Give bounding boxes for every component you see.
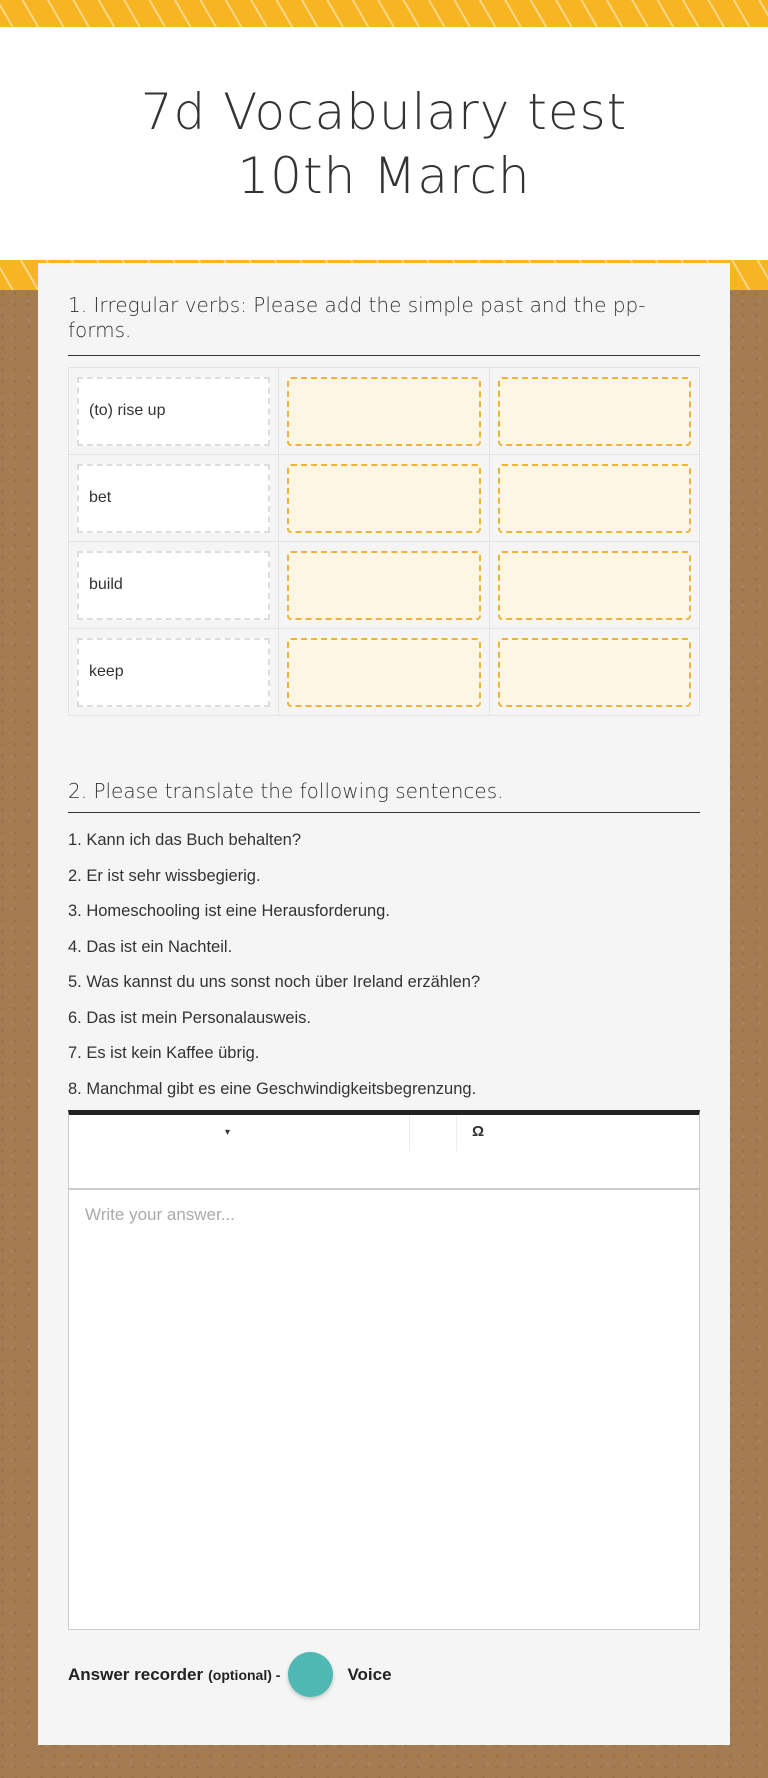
past-participle-drop-zone[interactable] xyxy=(498,377,691,446)
verb-cell xyxy=(69,629,279,716)
verb-table xyxy=(68,367,700,716)
past-participle-cell xyxy=(489,368,699,455)
sentence-item: 4. Das ist ein Nachteil. xyxy=(68,937,233,956)
simple-past-cell xyxy=(279,542,489,629)
sentence-item: 5. Was kannst du uns sonst noch über Ireland erzählen? xyxy=(68,973,481,991)
sentence-item: 1. Kann ich das Buch behalten? xyxy=(68,831,302,849)
sentence-list xyxy=(68,823,700,1107)
sentence-item: 2. Er ist sehr wissbegierig. xyxy=(68,866,261,885)
verb-cell xyxy=(69,455,279,542)
verb-text: (to) rise up xyxy=(77,377,270,446)
past-participle-drop-zone[interactable] xyxy=(498,551,691,620)
recorder-optional: (optional) - xyxy=(208,1666,281,1683)
simple-past-cell xyxy=(279,455,489,542)
editor-toolbar xyxy=(69,1115,699,1190)
section2-heading: 2. Please translate the following sentences. xyxy=(68,773,700,813)
verb-row xyxy=(69,368,700,455)
answer-editor xyxy=(68,1110,700,1630)
answer-recorder xyxy=(68,1652,392,1697)
worksheet-card xyxy=(38,263,730,1745)
section1-heading: 1. Irregular verbs: Please add the simple past and the pp-forms. xyxy=(68,293,700,356)
sentence-item: 7. Es ist kein Kaffee übrig. xyxy=(68,1044,260,1062)
verb-text: build xyxy=(77,551,270,620)
toolbar-divider xyxy=(456,1115,457,1151)
simple-past-drop-zone[interactable] xyxy=(287,551,480,620)
verb-text: keep xyxy=(77,638,270,707)
past-participle-cell xyxy=(489,542,699,629)
answer-textarea[interactable] xyxy=(69,1190,699,1625)
verb-row xyxy=(69,455,700,542)
voice-label: Voice xyxy=(347,1664,392,1684)
sentence-item: 8. Manchmal gibt es eine Geschwindigkeitsbegrenzung. xyxy=(68,1079,477,1098)
page-title: 7d Vocabulary test 10th March xyxy=(140,82,628,205)
verb-text: bet xyxy=(77,464,270,533)
top-banner xyxy=(0,0,768,27)
simple-past-drop-zone[interactable] xyxy=(287,638,480,707)
past-participle-drop-zone[interactable] xyxy=(498,638,691,707)
record-voice-button[interactable] xyxy=(288,1652,333,1697)
past-participle-cell xyxy=(489,455,699,542)
verb-row xyxy=(69,542,700,629)
past-participle-drop-zone[interactable] xyxy=(498,464,691,533)
simple-past-drop-zone[interactable] xyxy=(287,377,480,446)
verb-cell xyxy=(69,368,279,455)
sentence-item: 3. Homeschooling ist eine Herausforderung. xyxy=(68,902,390,920)
simple-past-cell xyxy=(279,629,489,716)
verb-row xyxy=(69,629,700,716)
recorder-label: Answer recorder xyxy=(68,1664,204,1684)
past-participle-cell xyxy=(489,629,699,716)
simple-past-drop-zone[interactable] xyxy=(287,464,480,533)
simple-past-cell xyxy=(279,368,489,455)
dropdown-caret-icon[interactable]: ▾ xyxy=(225,1127,231,1138)
title-area xyxy=(0,27,768,260)
special-character-button[interactable]: Ω xyxy=(472,1123,485,1140)
verb-cell xyxy=(69,542,279,629)
toolbar-divider xyxy=(409,1115,410,1151)
sentence-item: 6. Das ist mein Personalausweis. xyxy=(68,1008,312,1027)
